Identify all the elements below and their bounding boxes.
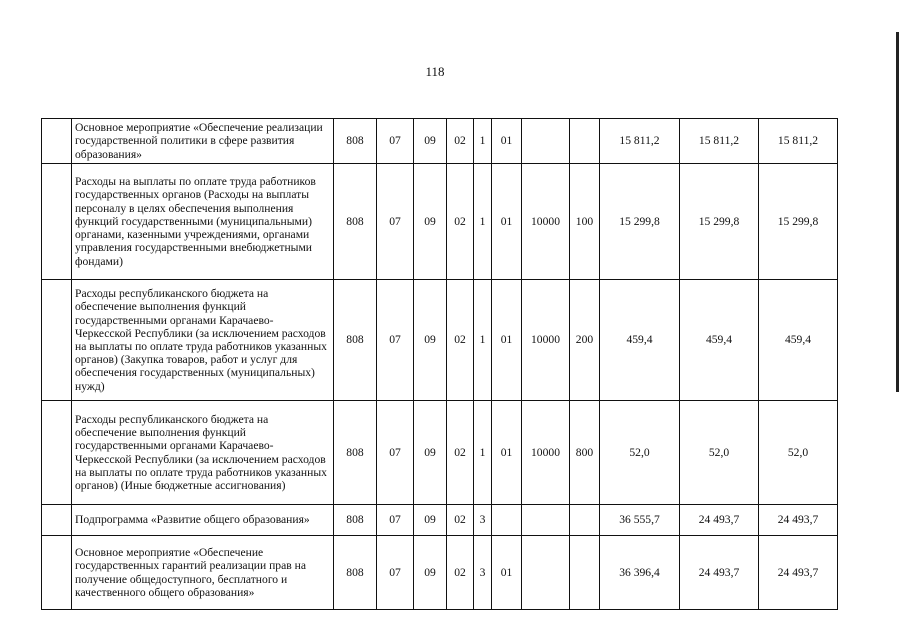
section-code-cell: 07 xyxy=(377,505,414,536)
table-row xyxy=(42,536,838,610)
event-code-cell: 01 xyxy=(492,401,522,505)
row-number-cell xyxy=(42,401,72,505)
direction-code-cell: 10000 xyxy=(522,164,570,280)
budget-table xyxy=(41,118,838,610)
event-code-cell: 01 xyxy=(492,280,522,401)
ministry-code-cell: 808 xyxy=(334,164,377,280)
amount-year-1-cell: 36 396,4 xyxy=(600,536,680,610)
expense-type-code-cell xyxy=(570,536,600,610)
expense-type-code-cell xyxy=(570,119,600,164)
program-code-cell: 02 xyxy=(447,119,474,164)
amount-year-3-cell: 24 493,7 xyxy=(759,536,838,610)
page-number: 118 xyxy=(425,64,445,79)
amount-year-2-cell: 15 299,8 xyxy=(680,164,759,280)
scan-edge-mark xyxy=(896,32,899,392)
subprogram-code-cell: 1 xyxy=(474,280,492,401)
table-row xyxy=(42,401,838,505)
subprogram-code-cell: 1 xyxy=(474,119,492,164)
program-code-cell: 02 xyxy=(447,505,474,536)
ministry-code-cell: 808 xyxy=(334,119,377,164)
expense-name-cell: Основное мероприятие «Обеспечение государственных гарантий реализации прав на получение общедоступного, бесплатного и качественного общего образования» xyxy=(72,536,334,610)
subsection-code-cell: 09 xyxy=(414,536,447,610)
subsection-code-cell: 09 xyxy=(414,119,447,164)
amount-year-1-cell: 36 555,7 xyxy=(600,505,680,536)
ministry-code-cell: 808 xyxy=(334,536,377,610)
subsection-code-cell: 09 xyxy=(414,401,447,505)
amount-year-3-cell: 15 811,2 xyxy=(759,119,838,164)
amount-year-1-cell: 15 299,8 xyxy=(600,164,680,280)
amount-year-3-cell: 15 299,8 xyxy=(759,164,838,280)
row-number-cell xyxy=(42,505,72,536)
expense-type-code-cell: 800 xyxy=(570,401,600,505)
amount-year-1-cell: 459,4 xyxy=(600,280,680,401)
subsection-code-cell: 09 xyxy=(414,280,447,401)
program-code-cell: 02 xyxy=(447,401,474,505)
subprogram-code-cell: 1 xyxy=(474,164,492,280)
expense-type-code-cell xyxy=(570,505,600,536)
expense-name-cell: Основное мероприятие «Обеспечение реализации государственной политики в сфере развития образования» xyxy=(72,119,334,164)
direction-code-cell xyxy=(522,119,570,164)
amount-year-3-cell: 459,4 xyxy=(759,280,838,401)
section-code-cell: 07 xyxy=(377,119,414,164)
ministry-code-cell: 808 xyxy=(334,401,377,505)
direction-code-cell xyxy=(522,536,570,610)
direction-code-cell: 10000 xyxy=(522,280,570,401)
subsection-code-cell: 09 xyxy=(414,505,447,536)
row-number-cell xyxy=(42,536,72,610)
amount-year-2-cell: 459,4 xyxy=(680,280,759,401)
amount-year-3-cell: 24 493,7 xyxy=(759,505,838,536)
amount-year-1-cell: 15 811,2 xyxy=(600,119,680,164)
section-code-cell: 07 xyxy=(377,164,414,280)
table-row xyxy=(42,119,838,164)
row-number-cell xyxy=(42,119,72,164)
direction-code-cell xyxy=(522,505,570,536)
ministry-code-cell: 808 xyxy=(334,280,377,401)
expense-type-code-cell: 200 xyxy=(570,280,600,401)
direction-code-cell: 10000 xyxy=(522,401,570,505)
table-row xyxy=(42,280,838,401)
amount-year-1-cell: 52,0 xyxy=(600,401,680,505)
program-code-cell: 02 xyxy=(447,164,474,280)
subprogram-code-cell: 3 xyxy=(474,536,492,610)
section-code-cell: 07 xyxy=(377,401,414,505)
program-code-cell: 02 xyxy=(447,536,474,610)
expense-name-cell: Расходы республиканского бюджета на обеспечение выполнения функций государственными органами Карачаево-Черкесской Республики (за исключением расходов на выплаты по оплате труда работников указанных органов) (Закупка товаров, работ и услуг для обеспечения государственных (муниципальных) нужд) xyxy=(72,280,334,401)
event-code-cell: 01 xyxy=(492,536,522,610)
amount-year-2-cell: 15 811,2 xyxy=(680,119,759,164)
table-body xyxy=(42,119,838,610)
subprogram-code-cell: 1 xyxy=(474,401,492,505)
ministry-code-cell: 808 xyxy=(334,505,377,536)
amount-year-2-cell: 52,0 xyxy=(680,401,759,505)
amount-year-3-cell: 52,0 xyxy=(759,401,838,505)
expense-type-code-cell: 100 xyxy=(570,164,600,280)
program-code-cell: 02 xyxy=(447,280,474,401)
row-number-cell xyxy=(42,280,72,401)
event-code-cell: 01 xyxy=(492,164,522,280)
expense-name-cell: Расходы на выплаты по оплате труда работников государственных органов (Расходы на выплаты персоналу в целях обеспечения выполнения функций государственными (муниципальными) органами, казенными учреждениями, органами управления государственными внебюджетными фондами) xyxy=(72,164,334,280)
expense-name-cell: Подпрограмма «Развитие общего образования» xyxy=(72,505,334,536)
amount-year-2-cell: 24 493,7 xyxy=(680,505,759,536)
subprogram-code-cell: 3 xyxy=(474,505,492,536)
table-row xyxy=(42,164,838,280)
expense-name-cell: Расходы республиканского бюджета на обеспечение выполнения функций государственными органами Карачаево-Черкесской Республики (за исключением расходов на выплаты по оплате труда работников указанных органов) (Иные бюджетные ассигнования) xyxy=(72,401,334,505)
subsection-code-cell: 09 xyxy=(414,164,447,280)
section-code-cell: 07 xyxy=(377,536,414,610)
event-code-cell: 01 xyxy=(492,119,522,164)
event-code-cell xyxy=(492,505,522,536)
table-row xyxy=(42,505,838,536)
section-code-cell: 07 xyxy=(377,280,414,401)
row-number-cell xyxy=(42,164,72,280)
amount-year-2-cell: 24 493,7 xyxy=(680,536,759,610)
